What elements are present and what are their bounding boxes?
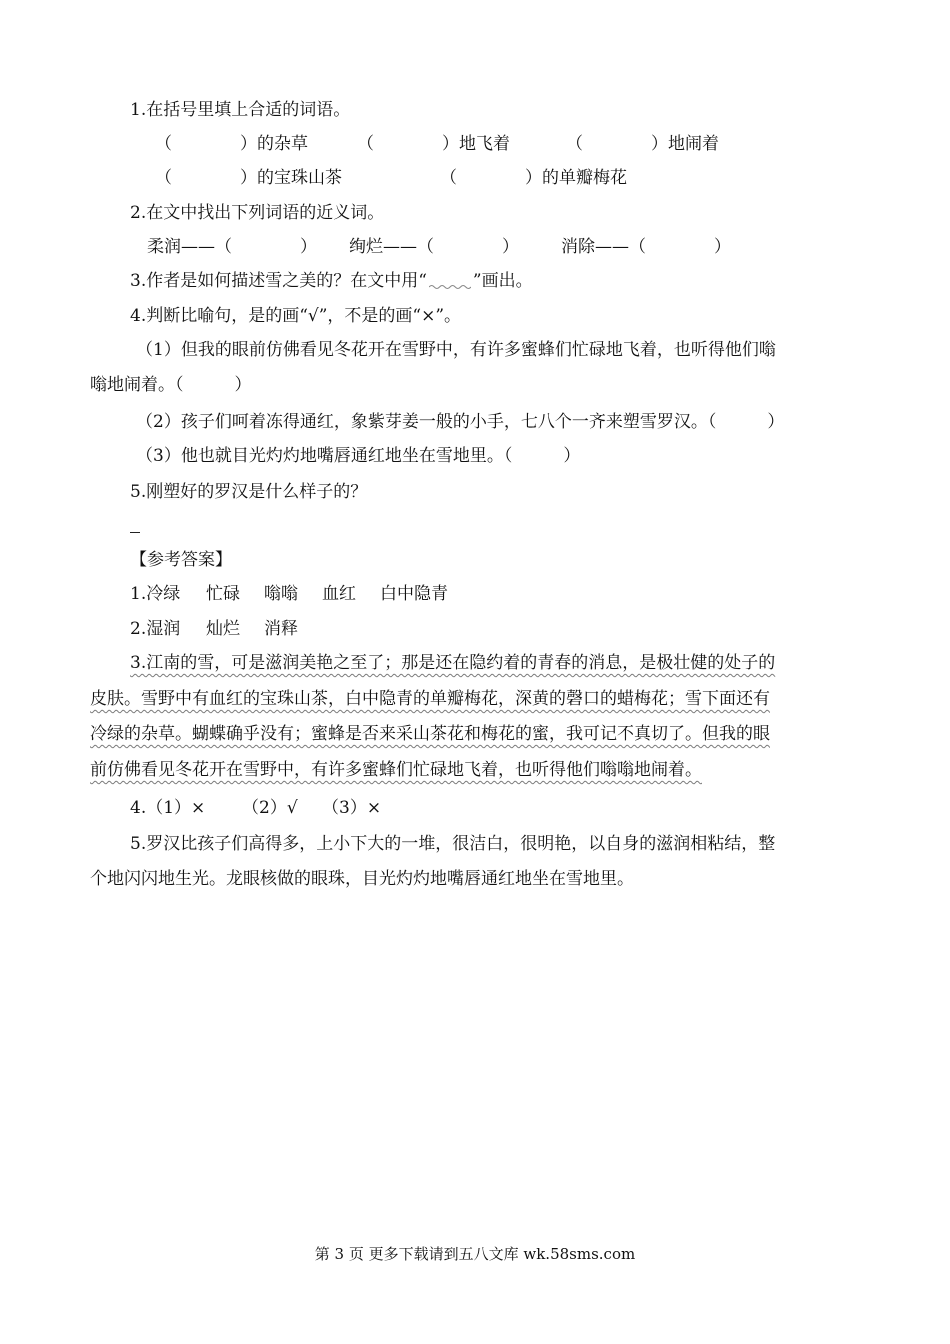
page-footer: 第 3 页 更多下载请到五八文库 wk.58sms.com [314,1245,636,1263]
q4-sentence-3: （3）他也就目光灼灼地嘴唇通红地坐在雪地里。（ ） [136,446,581,466]
q2-item-1: 柔润——（ ） [147,237,317,257]
q5-title: 5.刚塑好的罗汉是什么样子的？ [130,482,368,502]
answer-2-word-2: 灿烂 [206,619,240,639]
q4-sentence-1-line-2: 嗡地闹着。（ ） [90,375,252,395]
q3-text-before: 3.作者是如何描述雪之美的？在文中用“ [130,271,427,291]
q1-row1-item-1: （ ）的杂草 [155,134,308,154]
answer-5-line-1: 5.罗汉比孩子们高得多，上小下大的一堆，很洁白，很明艳，以自身的滋润相粘结，整 [130,834,776,854]
answer-3-text-3: 冷绿的杂草。蝴蝶确乎没有；蜜蜂是否来采山茶花和梅花的蜜，我可记不真切了。但我的眼 [90,724,770,744]
q1-title: 1.在括号里填上合适的词语。 [130,100,351,120]
answer-4-item-1: 4.（1）× [130,798,206,818]
q2-item-3: 消除——（ ） [561,237,731,257]
answers-header: 【参考答案】 [130,550,232,570]
q3-line [130,269,533,293]
answer-3-text-4: 前仿佛看见冬花开在雪野中，有许多蜜蜂们忙碌地飞着，也听得他们嗡嗡地闹着。 [90,760,702,780]
answer-line-dash [130,532,140,533]
answer-1-word-3: 嗡嗡 [264,584,298,604]
q4-title: 4.判断比喻句，是的画“√”，不是的画“×”。 [130,306,462,326]
answer-3-text-1: 3.江南的雪，可是滋润美艳之至了；那是还在隐约着的青春的消息，是极壮健的处子的 [130,653,776,673]
q1-row1-item-3: （ ）地闹着 [566,134,719,154]
q4-sentence-1-line-1: （1）但我的眼前仿佛看见冬花开在雪野中，有许多蜜蜂们忙碌地飞着，也听得他们嗡 [136,340,776,360]
q1-row2-item-1: （ ）的宝珠山茶 [155,168,342,188]
answer-3-line-2 [90,687,770,711]
answer-1-word-5: 白中隐青 [380,584,448,604]
q1-row1-item-2: （ ）地飞着 [357,134,510,154]
answer-3-text-2: 皮肤。雪野中有血红的宝珠山茶，白中隐青的单瓣梅花，深黄的磬口的蜡梅花；雪下面还有 [90,689,770,709]
answer-3-line-1 [130,651,775,675]
answer-1-word-2: 忙碌 [206,584,240,604]
answer-3-line-3 [90,722,770,746]
wavy-underline-mark [427,270,473,288]
answer-1-word-1: 1.冷绿 [130,584,181,604]
answer-4-item-3: （3）× [322,798,382,818]
answer-5-line-2: 个地闪闪地生光。龙眼核做的眼珠，目光灼灼地嘴唇通红地坐在雪地里。 [90,869,634,889]
q2-item-2: 绚烂——（ ） [349,237,519,257]
q3-text-after: ”画出。 [472,271,533,291]
answer-3-line-4 [90,758,702,782]
answer-4-item-2: （2）√ [242,798,298,818]
answer-2-word-3: 消释 [264,619,298,639]
q4-sentence-2: （2）孩子们呵着冻得通红，象紫芽姜一般的小手，七八个一齐来塑雪罗汉。（ ） [136,412,785,432]
answer-1-word-4: 血红 [322,584,356,604]
answer-2-word-1: 2.湿润 [130,619,181,639]
q1-row2-item-2: （ ）的单瓣梅花 [440,168,627,188]
q2-title: 2.在文中找出下列词语的近义词。 [130,203,385,223]
